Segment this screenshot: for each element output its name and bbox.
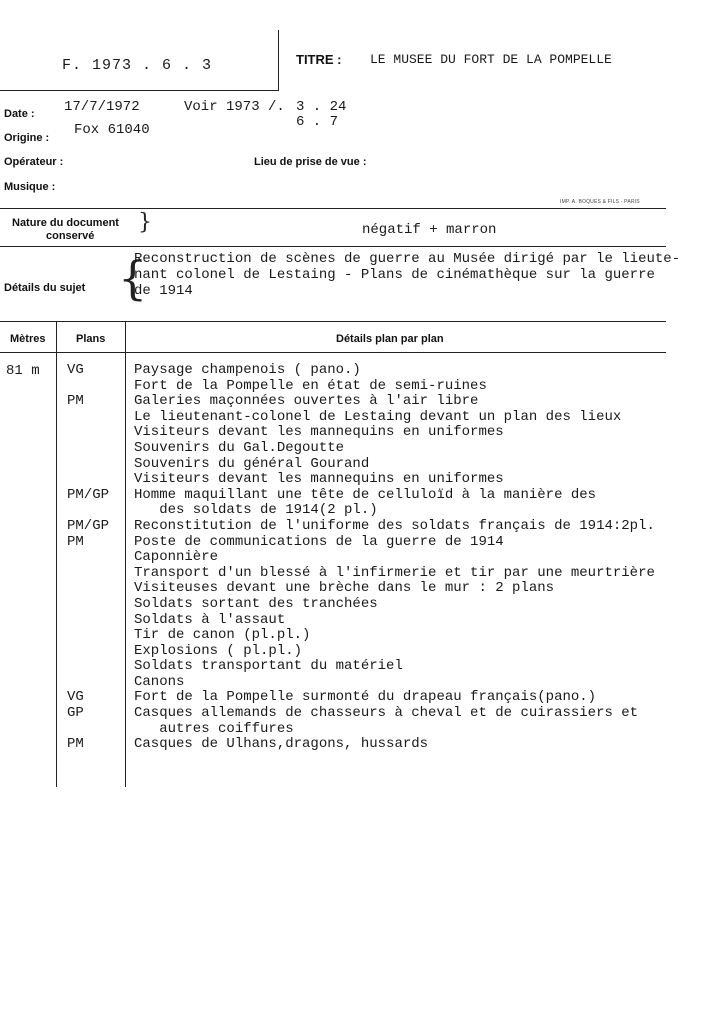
voir-label: Voir 1973 /. (184, 99, 285, 115)
printer-mark: IMP. A. BOQUES & FILS - PARIS (560, 199, 640, 205)
section-rule-1 (0, 208, 666, 209)
details-text (134, 251, 680, 299)
plan-cell (67, 628, 109, 644)
plan-cell: PM/GP (67, 486, 110, 503)
details-line: nant colonel de Lestaing - Plans de cinémathèque sur la guerre (134, 267, 655, 283)
detail-cell: Soldats sortant des tranchées (134, 595, 378, 612)
detail-cell: Soldats transportant du matériel (134, 658, 403, 675)
detail-cell: Souvenirs du général Gourand (134, 455, 370, 472)
plan-cell (67, 503, 109, 519)
plan-cell (67, 441, 109, 457)
detail-cell: Canons (134, 673, 185, 690)
details-column (134, 363, 655, 753)
musique-label: Musique : (4, 181, 56, 193)
plan-cell (67, 566, 109, 582)
column-header-details: Détails plan par plan (336, 333, 444, 345)
plan-cell: PM/GP (67, 517, 110, 534)
plan-cell (67, 613, 109, 629)
header-underline (0, 90, 279, 91)
detail-cell: Transport d'un blessé à l'infirmerie et tir par une meurtrière (134, 564, 655, 581)
origine-value: Fox 61040 (74, 122, 150, 138)
details-label: Détails du sujet (4, 282, 86, 294)
reference-number: F. 1973 . 6 . 3 (62, 57, 213, 74)
detail-cell: Visiteurs devant les mannequins en uniformes (134, 471, 504, 488)
detail-cell: Souvenirs du Gal.Degoutte (134, 439, 345, 456)
plan-cell (67, 410, 109, 426)
detail-cell: Casques de Ulhans,dragons, hussards (134, 736, 429, 753)
voir-ref-1: 3 . 24 (296, 99, 347, 115)
titre-label: TITRE : (296, 52, 342, 67)
detail-cell: Reconstitution de l'uniforme des soldats français de 1914:2pl. (134, 517, 655, 534)
column-divider-2 (125, 321, 126, 787)
details-line: de 1914 (134, 283, 193, 299)
plan-cell (67, 659, 109, 675)
detail-cell: Tir de canon (pl.pl.) (134, 627, 311, 644)
plan-cell: GP (67, 705, 84, 722)
voir-ref-2: 6 . 7 (296, 114, 339, 130)
plan-cell (67, 675, 109, 691)
column-header-metres: Mètres (10, 333, 46, 345)
detail-cell: Visiteuses devant une brèche dans le mur : 2 plans (134, 580, 555, 597)
plan-cell: PM (67, 736, 84, 753)
detail-cell: Visiteurs devant les mannequins en uniformes (134, 424, 504, 441)
plan-cell (67, 597, 109, 613)
plan-cell: VG (67, 362, 84, 378)
nature-value: négatif + marron (362, 222, 497, 238)
nature-label-2: conservé (46, 230, 95, 242)
detail-cell: Fort de la Pompelle surmonté du drapeau français(pano.) (134, 689, 597, 706)
detail-cell: Casques allemands de chasseurs à cheval et de cuirassiers et (134, 705, 639, 722)
plan-cell (67, 581, 109, 597)
nature-brace: } (138, 210, 152, 235)
plan-cell (67, 644, 109, 660)
origine-label: Origine : (4, 132, 50, 144)
section-rule-2 (0, 246, 666, 247)
plan-cell (67, 457, 109, 473)
detail-cell: autres coiffures (134, 720, 294, 737)
plan-cell: VG (67, 689, 84, 706)
detail-cell: Paysage champenois ( pano.) (134, 362, 361, 378)
detail-cell: des soldats de 1914(2 pl.) (134, 502, 378, 519)
operateur-label: Opérateur : (4, 156, 64, 168)
titre-value: LE MUSEE DU FORT DE LA POMPELLE (370, 52, 612, 67)
plan-cell: PM (67, 533, 84, 550)
detail-cell: Explosions ( pl.pl.) (134, 642, 303, 659)
header-divider (278, 30, 279, 90)
plan-cell (67, 722, 109, 738)
date-value: 17/7/1972 (64, 99, 140, 115)
detail-cell: Homme maquillant une tête de celluloïd à la manière des (134, 486, 597, 503)
plan-cell: PM (67, 393, 84, 410)
lieu-label: Lieu de prise de vue : (254, 156, 367, 168)
metres-value: 81 m (6, 363, 40, 379)
section-rule-3 (0, 321, 666, 322)
details-line: Reconstruction de scènes de guerre au Musée dirigé par le lieute- (134, 251, 681, 267)
details-brace: { (118, 251, 148, 305)
column-divider-1 (56, 321, 57, 787)
plan-cell (67, 425, 109, 441)
date-label: Date : (4, 108, 35, 120)
detail-cell: Le lieutenant-colonel de Lestaing devant un plan des lieux (134, 408, 622, 425)
plan-cell (67, 472, 109, 488)
detail-cell: Soldats à l'assaut (134, 611, 286, 628)
detail-cell: Caponnière (134, 549, 219, 566)
plan-cell (67, 379, 109, 395)
column-header-plans: Plans (76, 333, 106, 345)
nature-label-1: Nature du document (12, 217, 119, 229)
detail-cell: Fort de la Pompelle en état de semi-ruines (134, 377, 487, 394)
plans-column (67, 363, 109, 753)
detail-cell: Galeries maçonnées ouvertes à l'air libre (134, 393, 479, 410)
plan-cell (67, 550, 109, 566)
table-header-rule (0, 352, 666, 353)
detail-cell: Poste de communications de la guerre de 1914 (134, 533, 504, 550)
